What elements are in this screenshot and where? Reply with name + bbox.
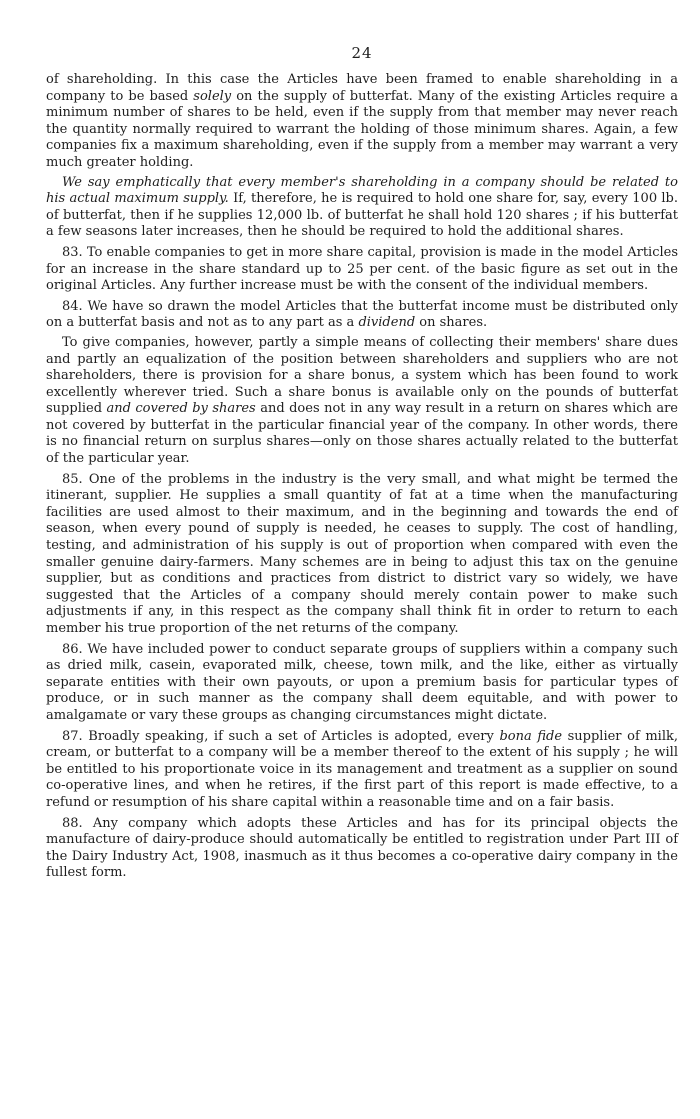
italic-text: and covered by shares <box>106 401 256 417</box>
text-run: 84. We have so drawn the model Articles that the butterfat income must be distributed only on a butterfat basis and not as to any part as a <box>46 298 678 331</box>
text-run: 87. Broadly speaking, if such a set of Articles is adopted, every <box>62 728 500 744</box>
paragraph-86 <box>46 642 678 725</box>
paragraph-83 <box>46 245 678 295</box>
text-run: 86. We have included power to conduct separate groups of suppliers within a company such as dried milk, casein, evaporated milk, cheese, town milk, and the like, either as virtually separate entities with their own payouts, or upon a premium basis for particular types of produce, or in such manner as the company shall deem equitable, and with power to amalgamate or vary these groups as changing circumstances might dictate. <box>46 641 678 723</box>
paragraph-continuation <box>46 72 678 172</box>
text-run: of shareholding. In this case the Articles have been framed to enable shareholding in a company to be based <box>46 72 678 104</box>
text-run: 83. To enable companies to get in more share capital, provision is made in the model Articles for an increase in the share standard up to 25 per cent. of the basic figure as set out in the original Articles. Any further increase must be with the consent of the individual members. <box>46 244 678 294</box>
italic-text: solely <box>193 88 232 104</box>
paragraph-84-continued <box>46 335 678 468</box>
paragraph-87 <box>46 729 678 812</box>
text-run: and does not in any way result in a return on shares which are not covered by butterfat in the particular financial year of the company. In other words, there is no financial return on surplus shares—only on those shares actually related to the butterfat of the particular year. <box>46 401 679 467</box>
text-run: supplier of milk, cream, or butterfat to a company will be a member thereof to the extent of his supply ; he will be entitled to his proportionate voice in its management and treatment as a supplier on sound co-operative lines, and when he retires, if the first part of this report is made effective, to a refund or resumption of his share capital within a reasonable time and on a fair basis. <box>46 728 679 810</box>
text-run: on the supply of butterfat. Many of the existing Articles require a minimum number of shares to be held, even if the supply from that member may never reach the quantity normally required to warrant the holding of those minimum shares. Again, a few companies fix a maximum shareholding, even if the supply from a member may warrant a very much greater holding. <box>46 88 679 170</box>
text-run: 85. One of the problems in the industry is the very small, and what might be termed the itinerant, supplier. He supplies a small quantity of fat at a time when the manufacturing facilities are used almost to their maximum, and in the beginning and towards the end of season, when every pound of supply is needed, he ceases to supply. The cost of handling, testing, and administration of his supply is out of proportion when compared with even the smaller genuine dairy-farmers. Many schemes are in being to adjust this tax on the genuine supplier, but as conditions and practices from district to district vary so widely, we have suggested that the Articles of a company should merely contain power to make such adjustments if any, in this respect as the company shall think fit in order to return to each member his true proportion of the net returns of the company. <box>46 471 678 636</box>
italic-text: We say emphatically that every member's shareholding in a company should be related to his actual maximum supply. <box>46 174 678 207</box>
italic-text: bona fide <box>499 728 563 744</box>
paragraph-85 <box>46 472 678 638</box>
paragraph-84 <box>46 299 678 332</box>
paragraph-emphasis <box>46 175 678 241</box>
text-run: on shares. <box>415 315 488 331</box>
italic-text: dividend <box>358 315 416 331</box>
paragraph-88 <box>46 816 678 882</box>
text-run: 88. Any company which adopts these Articles and has for its principal objects the manufacture of dairy-produce should automatically be entitled to registration under Part III of the Dairy Industry Act, 1908, inasmuch as it thus becomes a co-operative dairy company in the fullest form. <box>46 815 678 881</box>
page-number: 24 <box>351 44 373 62</box>
text-run: If, therefore, he is required to hold one share for, say, every 100 lb. of butterfat, then if he supplies 12,000 lb. of butterfat he shall hold 120 shares ; if his butterfat a few seasons later increases, then he should be required to hold the additional shares. <box>46 191 678 240</box>
text-run: To give companies, however, partly a simple means of collecting their members' share dues and partly an equalization of the position between shareholders and suppliers who are not shareholders, there is provision for a share bonus, a system which has been found to work excellently wherever tried. Such a share bonus is available only on the pounds of butterfat supplied <box>46 334 678 417</box>
body-text <box>46 72 678 882</box>
